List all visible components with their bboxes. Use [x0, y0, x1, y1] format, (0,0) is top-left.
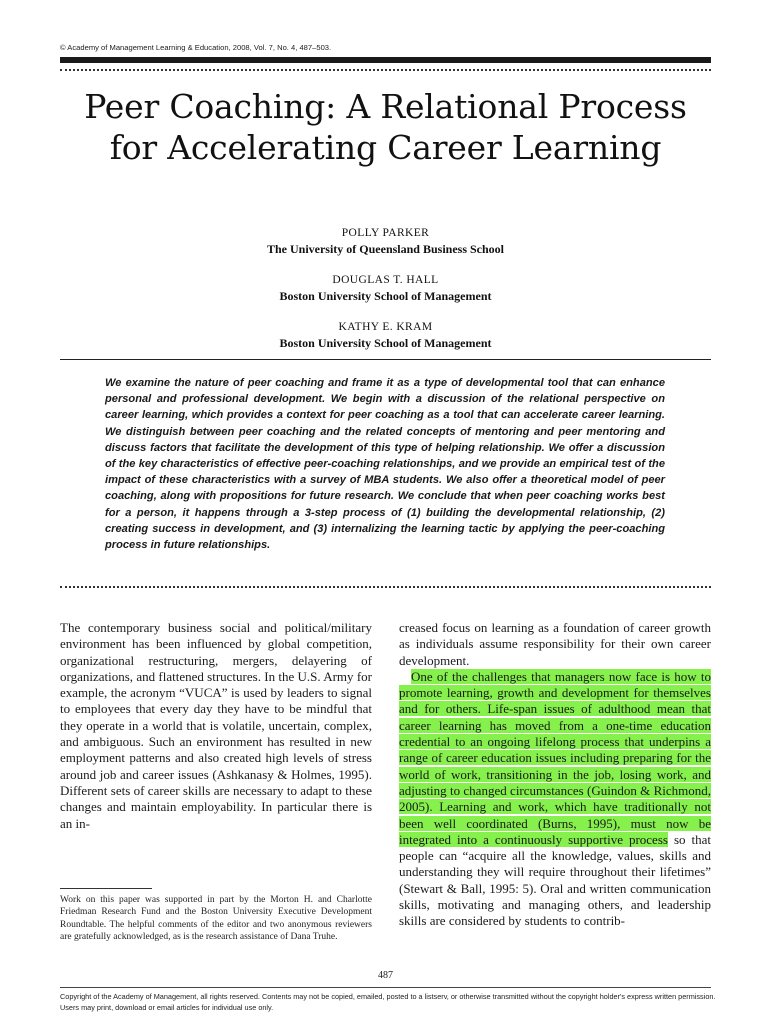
author-affiliation: Boston University School of Management	[279, 289, 492, 303]
body-paragraph-continuation: creased focus on learning as a foundation of career growth as individuals assume responsibility for their own career development.	[399, 620, 711, 668]
body-column-right	[399, 620, 711, 930]
abstract-top-rule	[60, 359, 711, 360]
dotted-divider-top	[60, 69, 711, 71]
copyright-rule	[60, 987, 711, 988]
body-column-left	[60, 620, 372, 832]
paragraph-text: so that people can “acquire all the knowledge, values, skills and understanding they will require throughout their lifetimes” (Stewart & Ball, 1995: 5). Oral and written communication skills, motivating and managing others, and leadership skills are considered by students to contrib-	[399, 831, 711, 929]
author-block	[60, 272, 711, 305]
author-affiliation: Boston University School of Management	[279, 336, 492, 350]
author-name: DOUGLAS T. HALL	[332, 274, 439, 286]
footnote: Work on this paper was supported in part by the Morton H. and Charlotte Friedman Research Fund and the Boston University Executive Development Roundtable. The helpful comments of the editor and two anonymous reviewers are gratefully acknowledged, as is the research assistance of Dana Truhe.	[60, 895, 372, 943]
author-name: POLLY PARKER	[341, 227, 430, 239]
highlighted-passage[interactable]: One of the challenges that managers now face is how to promote learning, growth and development for themselves and for others. Life-span issues of adulthood mean that career learning has moved from a one-time education credential to an ongoing lifelong process that underpins a range of career education issues including preparing for the world of work, transitioning in the job, losing work, and adjusting to changed circumstances (Guindon & Richmond, 2005). Learning and work, which have traditionally not been well coordinated (Burns, 1995), must now be integrated into a continuously supportive process	[399, 668, 711, 847]
copyright-notice: Copyright of the Academy of Management, all rights reserved. Contents may not be copied, emailed, posted to a listserv, or otherwise transmitted without the copyright holder's express written permission. Users may print, download or email articles for individual use only.	[60, 992, 716, 1012]
author-name: KATHY E. KRAM	[338, 321, 433, 333]
dotted-divider-bottom	[60, 586, 711, 588]
journal-citation: © Academy of Management Learning & Education, 2008, Vol. 7, No. 4, 487–503.	[60, 43, 332, 52]
abstract: We examine the nature of peer coaching and frame it as a type of developmental tool that can enhance personal and professional development. We begin with a discussion of the relational perspective on career learning, which provides a context for peer coaching as a tool that can accelerate career learning. We distinguish between peer coaching and the related concepts of mentoring and peer mentoring and discuss factors that facilitate the development of this type of helping relationship. We offer a discussion of the key characteristics of effective peer-coaching relationships, and we provide an empirical test of the impact of these characteristics with a survey of MBA students. We also offer a theoretical model of peer coaching, along with propositions for future research. We conclude that when peer coaching works best for a person, it happens through a 3-step process of (1) building the developmental relationship, (2) creating success in development, and (3) internalizing the learning tactic by applying the peer-coaching process in future relationships.	[105, 377, 665, 552]
body-paragraph	[399, 669, 711, 930]
body-paragraph: The contemporary business social and political/military environment has been influenced by global competition, organizational restructuring, mergers, delayering of organizations, and flattened structures. In the U.S. Army for example, the acronym “VUCA” is used by leaders to signal to employees that every day they have to be mindful that they operate in a world that is volatile, uncertain, complex, and ambiguous. Such an environment has resulted in new employment patterns and also created high levels of stress around job and career issues (Ashkanasy & Holmes, 1995). Different sets of career skills are necessary to adapt to these changes and maintain employability. In particular there is an in-	[60, 620, 372, 831]
article-title: Peer Coaching: A Relational Process for Accelerating Career Learning	[84, 87, 687, 167]
author-block	[60, 225, 711, 258]
author-affiliation: The University of Queensland Business School	[266, 242, 505, 256]
header-bar	[60, 57, 711, 63]
author-block	[60, 319, 711, 352]
page-number: 487	[378, 970, 393, 981]
footnote-rule	[60, 888, 152, 889]
